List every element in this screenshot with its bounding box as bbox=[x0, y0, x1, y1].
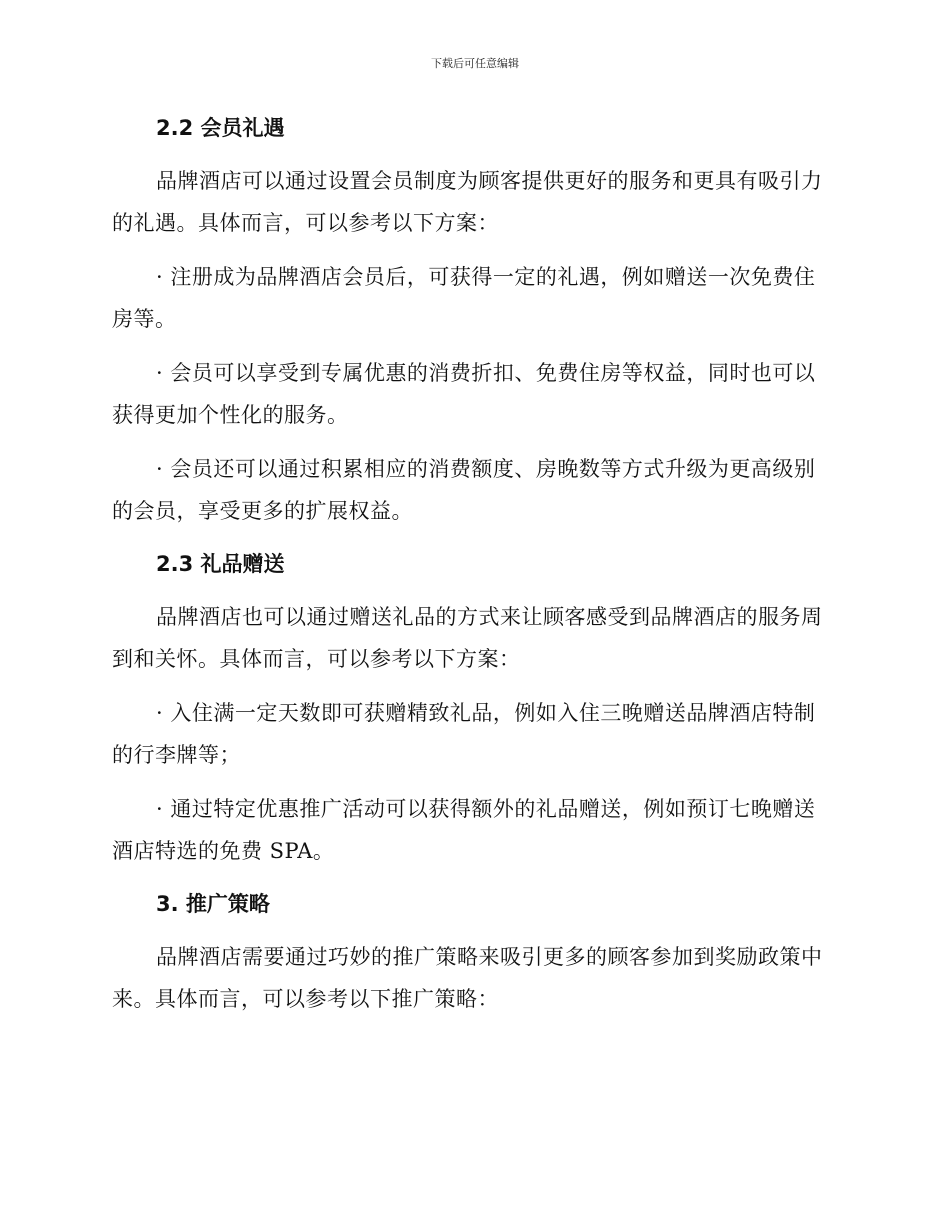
section-2-3-bullet-1: · 入住满一定天数即可获赠精致礼品，例如入住三晚赠送品牌酒店特制的行李牌等； bbox=[112, 701, 816, 767]
section-heading-2-3: 2.3 礼品赠送 bbox=[156, 552, 285, 576]
section-2-2-bullet-2: · 会员可以享受到专属优惠的消费折扣、免费住房等权益，同时也可以获得更加个性化的服务。 bbox=[112, 361, 816, 427]
section-2-3-bullet-2: · 通过特定优惠推广活动可以获得额外的礼品赠送，例如预订七晚赠送酒店特选的免费 SPA。 bbox=[112, 797, 816, 863]
header-note: 下载后可任意编辑 bbox=[431, 57, 519, 70]
section-2-2-bullet-3: · 会员还可以通过积累相应的消费额度、房晚数等方式升级为更高级别的会员，享受更多的扩展权益。 bbox=[112, 457, 816, 523]
section-heading-3: 3. 推广策略 bbox=[156, 892, 270, 916]
document-body bbox=[112, 108, 832, 1020]
section-heading-2-2: 2.2 会员礼遇 bbox=[156, 116, 285, 140]
section-2-2-intro: 品牌酒店可以通过设置会员制度为顾客提供更好的服务和更具有吸引力的礼遇。具体而言，可以参考以下方案： bbox=[112, 169, 823, 235]
section-2-2-bullet-1: · 注册成为品牌酒店会员后，可获得一定的礼遇，例如赠送一次免费住房等。 bbox=[112, 265, 816, 331]
section-3-intro: 品牌酒店需要通过巧妙的推广策略来吸引更多的顾客参加到奖励政策中来。具体而言，可以参考以下推广策略： bbox=[112, 945, 823, 1011]
section-2-3-intro: 品牌酒店也可以通过赠送礼品的方式来让顾客感受到品牌酒店的服务周到和关怀。具体而言，可以参考以下方案： bbox=[112, 605, 823, 671]
